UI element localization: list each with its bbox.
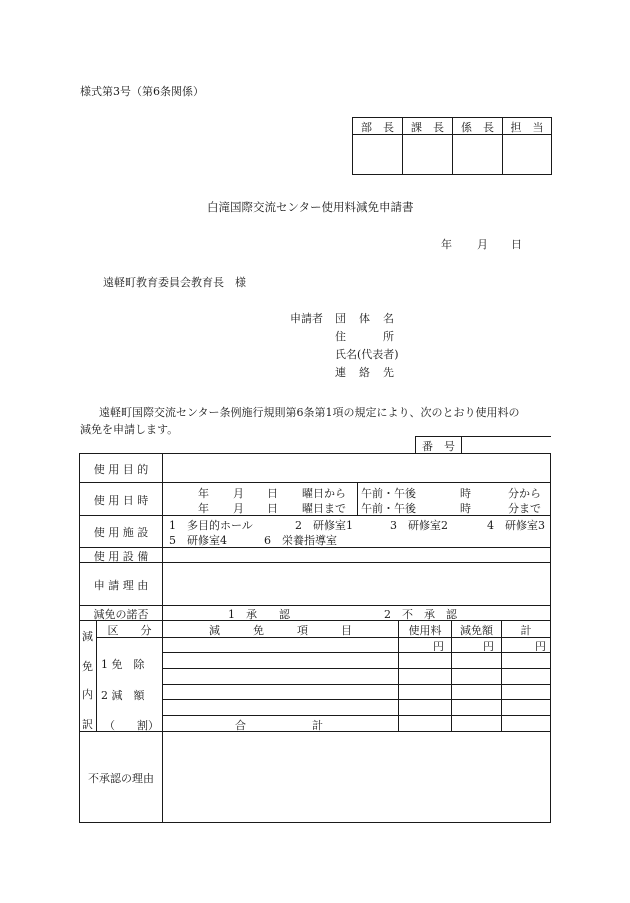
body-text-line1: 遠軽町国際交流センター条例施行規則第6条第1項の規定により、次のとおり使用料の	[99, 406, 520, 419]
yen-unit: 円	[535, 640, 546, 653]
row-exempt: 1 免 除	[101, 658, 145, 671]
facility-opt[interactable]: 2 研修室1	[295, 519, 353, 532]
approval-chief: 係 長	[461, 121, 494, 134]
yen-unit: 円	[433, 640, 444, 653]
date-year: 年	[441, 238, 452, 251]
rejection-field[interactable]	[163, 732, 550, 822]
label-rejection: 不承認の理由	[88, 772, 154, 785]
decision-reject[interactable]: 2 不 承 認	[384, 608, 457, 621]
facility-opt[interactable]: 5 研修室4	[169, 534, 227, 547]
label-decision: 減免の諾否	[93, 608, 149, 621]
row-reduce: 2 減 額	[101, 689, 145, 702]
page-title: 白滝国際交流センター使用料減免申請書	[207, 200, 414, 214]
row-sum: 合 計	[235, 719, 323, 732]
body-text-line2: 減免を申請します。	[80, 423, 179, 436]
label-datetime: 使 用 日 時	[93, 494, 149, 507]
date-day: 日	[511, 238, 522, 251]
facility-opt[interactable]: 1 多目的ホール	[169, 519, 253, 532]
approval-staff: 担 当	[510, 121, 544, 134]
label-facility: 使 用 施 設	[93, 526, 149, 539]
col-total: 計	[520, 624, 532, 637]
row-percent: （ 割）	[104, 719, 159, 732]
col-fee: 使用料	[408, 624, 442, 637]
facility-opt[interactable]: 6 栄養指導室	[264, 534, 337, 547]
label-purpose: 使 用 目 的	[93, 463, 149, 476]
facility-opt[interactable]: 4 研修室3	[487, 519, 545, 532]
label-reason: 申 請 理 由	[93, 579, 149, 592]
approval-dept-head: 部 長	[361, 121, 394, 134]
addressee: 遠軽町教育委員会教育長 様	[103, 276, 246, 289]
applicant-label: 申請者	[290, 312, 323, 325]
equipment-field[interactable]	[163, 548, 550, 562]
label-equipment: 使 用 設 備	[93, 550, 149, 563]
purpose-field[interactable]	[163, 454, 550, 482]
form-id: 様式第3号（第6条関係）	[80, 85, 204, 98]
number-label: 番 号	[422, 440, 455, 453]
date-month: 月	[477, 238, 488, 251]
applicant-group: 団 体 名	[335, 312, 395, 325]
col-item: 減 免 項 目	[209, 624, 352, 637]
reason-field[interactable]	[163, 563, 550, 605]
applicant-contact: 連 絡 先	[335, 366, 395, 379]
yen-unit: 円	[483, 640, 494, 653]
decision-approve[interactable]: 1 承 認	[228, 608, 290, 621]
col-kubun: 区 分	[107, 624, 152, 637]
col-discount: 減免額	[460, 624, 493, 637]
applicant-address: 住 所	[335, 330, 395, 343]
approval-section-head: 課 長	[411, 121, 444, 134]
facility-opt[interactable]: 3 研修室2	[390, 519, 448, 532]
applicant-name: 氏名(代表者)	[335, 348, 399, 361]
